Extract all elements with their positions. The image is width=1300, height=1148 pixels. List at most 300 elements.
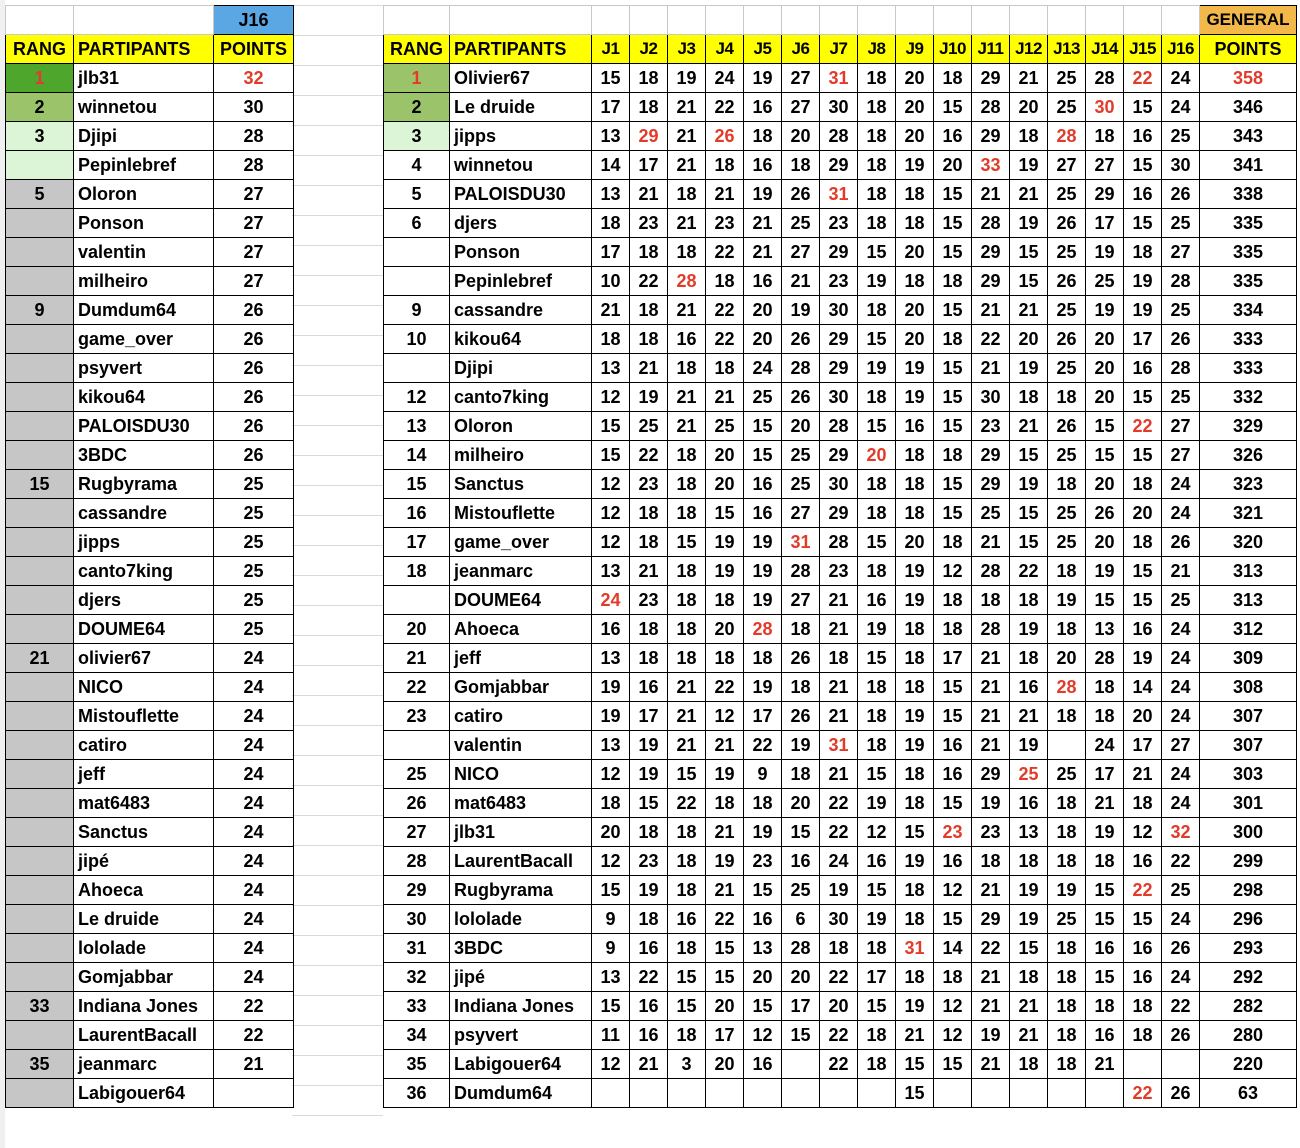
score-cell: 19 — [744, 586, 782, 615]
day-header-j5: J5 — [744, 35, 782, 64]
score-cell: 18 — [668, 876, 706, 905]
score-cell: 21 — [630, 180, 668, 209]
empty-cell — [1124, 6, 1162, 35]
score-cell: 21 — [706, 876, 744, 905]
score-cell: 18 — [858, 499, 896, 528]
score-cell: 12 — [744, 1021, 782, 1050]
score-cell: 18 — [744, 644, 782, 673]
rank-cell — [6, 760, 74, 789]
rank-cell — [6, 1079, 74, 1108]
score-cell: 18 — [1010, 963, 1048, 992]
score-cell: 26 — [782, 644, 820, 673]
score-cell: 12 — [706, 702, 744, 731]
score-cell — [972, 1079, 1010, 1108]
total-points-cell: 332 — [1200, 383, 1297, 412]
table-row — [384, 64, 1297, 93]
score-cell: 16 — [1124, 180, 1162, 209]
score-cell: 18 — [858, 673, 896, 702]
rank-cell — [6, 267, 74, 296]
score-cell: 20 — [858, 441, 896, 470]
day-header-j6: J6 — [782, 35, 820, 64]
total-points-cell: 63 — [1200, 1079, 1297, 1108]
score-cell: 18 — [1048, 992, 1086, 1021]
score-cell: 23 — [820, 267, 858, 296]
score-cell: 16 — [630, 934, 668, 963]
points-cell: 26 — [214, 412, 294, 441]
score-cell: 27 — [1162, 238, 1200, 267]
score-cell: 27 — [1162, 412, 1200, 441]
score-cell: 21 — [972, 963, 1010, 992]
score-cell: 18 — [630, 905, 668, 934]
score-cell: 21 — [972, 673, 1010, 702]
table-row — [384, 180, 1297, 209]
score-cell: 24 — [1162, 673, 1200, 702]
points-cell: 24 — [214, 905, 294, 934]
score-cell: 18 — [668, 557, 706, 586]
score-cell: 31 — [782, 528, 820, 557]
score-cell: 18 — [782, 760, 820, 789]
score-cell: 18 — [858, 702, 896, 731]
points-cell: 28 — [214, 122, 294, 151]
score-cell: 18 — [668, 1021, 706, 1050]
score-cell: 19 — [782, 731, 820, 760]
score-cell: 21 — [668, 93, 706, 122]
score-cell: 21 — [592, 296, 630, 325]
table-row — [384, 499, 1297, 528]
table-row — [6, 905, 294, 934]
score-cell: 25 — [706, 412, 744, 441]
right-column-header-row — [384, 35, 1297, 64]
points-cell: 26 — [214, 296, 294, 325]
table-row — [6, 238, 294, 267]
score-cell: 21 — [706, 818, 744, 847]
score-cell: 25 — [782, 209, 820, 238]
table-row — [384, 238, 1297, 267]
score-cell: 21 — [820, 702, 858, 731]
rank-cell: 21 — [6, 644, 74, 673]
participant-name: catiro — [450, 702, 592, 731]
table-row — [384, 644, 1297, 673]
score-cell: 23 — [744, 847, 782, 876]
score-cell: 25 — [744, 383, 782, 412]
participant-name: psyvert — [450, 1021, 592, 1050]
score-cell: 15 — [896, 818, 934, 847]
score-cell: 18 — [896, 905, 934, 934]
score-cell: 16 — [1086, 934, 1124, 963]
empty-cell — [1086, 6, 1124, 35]
score-cell: 21 — [744, 238, 782, 267]
rank-cell: 13 — [384, 412, 450, 441]
table-row — [6, 93, 294, 122]
points-cell: 24 — [214, 818, 294, 847]
rank-cell: 15 — [384, 470, 450, 499]
day-header-j16: J16 — [1162, 35, 1200, 64]
score-cell: 21 — [706, 180, 744, 209]
score-cell: 15 — [668, 963, 706, 992]
points-cell: 24 — [214, 702, 294, 731]
score-cell: 13 — [592, 731, 630, 760]
score-cell: 15 — [934, 238, 972, 267]
rank-cell — [6, 876, 74, 905]
empty-cell — [744, 6, 782, 35]
score-cell: 15 — [1086, 441, 1124, 470]
score-cell: 22 — [820, 1021, 858, 1050]
score-cell: 20 — [592, 818, 630, 847]
rank-cell: 32 — [384, 963, 450, 992]
day-header-j2: J2 — [630, 35, 668, 64]
score-cell: 15 — [592, 992, 630, 1021]
table-row — [6, 789, 294, 818]
score-cell: 19 — [1010, 354, 1048, 383]
participant-name: djers — [74, 586, 214, 615]
score-cell — [782, 1079, 820, 1108]
score-cell: 19 — [1124, 644, 1162, 673]
score-cell: 15 — [1124, 209, 1162, 238]
score-cell: 18 — [1124, 238, 1162, 267]
rank-cell: 29 — [384, 876, 450, 905]
rank-cell — [6, 412, 74, 441]
table-row — [384, 731, 1297, 760]
score-cell — [1086, 1079, 1124, 1108]
rank-cell — [6, 557, 74, 586]
score-cell: 15 — [858, 238, 896, 267]
score-cell: 21 — [782, 267, 820, 296]
points-cell — [214, 1079, 294, 1108]
points-cell: 28 — [214, 151, 294, 180]
rank-cell: 9 — [6, 296, 74, 325]
score-cell: 18 — [858, 470, 896, 499]
j16-header: J16 — [214, 6, 294, 35]
score-cell: 21 — [744, 209, 782, 238]
score-cell: 25 — [1048, 905, 1086, 934]
total-points-cell: 309 — [1200, 644, 1297, 673]
score-cell: 18 — [1010, 847, 1048, 876]
participant-name: jipps — [74, 528, 214, 557]
score-cell: 25 — [1048, 441, 1086, 470]
participant-name: cassandre — [74, 499, 214, 528]
table-row — [384, 122, 1297, 151]
score-cell: 24 — [1162, 789, 1200, 818]
rank-cell: 14 — [384, 441, 450, 470]
rank-cell: 15 — [6, 470, 74, 499]
score-cell: 16 — [934, 760, 972, 789]
score-cell: 16 — [1086, 1021, 1124, 1050]
score-cell: 31 — [820, 731, 858, 760]
score-cell: 9 — [592, 905, 630, 934]
total-points-cell: 298 — [1200, 876, 1297, 905]
participant-name: jeff — [74, 760, 214, 789]
score-cell: 15 — [592, 876, 630, 905]
score-cell: 26 — [1048, 325, 1086, 354]
score-cell: 18 — [1048, 847, 1086, 876]
points-cell: 25 — [214, 528, 294, 557]
score-cell: 19 — [1086, 238, 1124, 267]
empty-cell — [820, 6, 858, 35]
table-row — [6, 1050, 294, 1079]
score-cell: 23 — [972, 818, 1010, 847]
score-cell: 14 — [1124, 673, 1162, 702]
day-header-j8: J8 — [858, 35, 896, 64]
score-cell: 22 — [972, 325, 1010, 354]
score-cell: 25 — [1048, 760, 1086, 789]
score-cell: 16 — [896, 412, 934, 441]
score-cell: 15 — [744, 992, 782, 1021]
score-cell: 19 — [744, 557, 782, 586]
participant-name: milheiro — [450, 441, 592, 470]
score-cell: 24 — [1162, 470, 1200, 499]
score-cell: 18 — [630, 325, 668, 354]
points-cell: 24 — [214, 876, 294, 905]
points-cell: 30 — [214, 93, 294, 122]
score-cell: 19 — [896, 151, 934, 180]
rank-cell: 1 — [6, 64, 74, 93]
participant-name: Sanctus — [450, 470, 592, 499]
participant-name: Le druide — [450, 93, 592, 122]
score-cell: 18 — [744, 122, 782, 151]
score-cell: 21 — [668, 412, 706, 441]
score-cell: 20 — [744, 325, 782, 354]
score-cell: 31 — [896, 934, 934, 963]
score-cell: 19 — [1010, 905, 1048, 934]
participant-name: djers — [450, 209, 592, 238]
score-cell: 18 — [1010, 586, 1048, 615]
score-cell: 18 — [1124, 789, 1162, 818]
score-cell: 25 — [1162, 586, 1200, 615]
score-cell: 15 — [934, 383, 972, 412]
score-cell: 30 — [820, 296, 858, 325]
rank-header: RANG — [6, 35, 74, 64]
score-cell: 21 — [972, 644, 1010, 673]
table-row — [6, 267, 294, 296]
score-cell: 21 — [820, 760, 858, 789]
score-cell: 29 — [820, 354, 858, 383]
score-cell: 18 — [782, 615, 820, 644]
points-cell: 27 — [214, 238, 294, 267]
participant-name: PALOISDU30 — [74, 412, 214, 441]
total-points-cell: 321 — [1200, 499, 1297, 528]
rank-cell — [384, 267, 450, 296]
participant-name: Oloron — [74, 180, 214, 209]
score-cell: 18 — [668, 499, 706, 528]
score-cell: 22 — [630, 267, 668, 296]
score-cell: 18 — [782, 673, 820, 702]
score-cell: 15 — [934, 296, 972, 325]
score-cell: 16 — [1124, 847, 1162, 876]
score-cell: 16 — [744, 93, 782, 122]
participant-name: psyvert — [74, 354, 214, 383]
score-cell: 21 — [668, 122, 706, 151]
points-cell: 24 — [214, 644, 294, 673]
score-cell: 16 — [1124, 963, 1162, 992]
score-cell: 22 — [706, 905, 744, 934]
score-cell: 17 — [858, 963, 896, 992]
rank-cell: 10 — [384, 325, 450, 354]
score-cell — [1162, 1050, 1200, 1079]
score-cell: 13 — [592, 963, 630, 992]
score-cell: 29 — [972, 760, 1010, 789]
score-cell — [668, 1079, 706, 1108]
rank-cell: 3 — [384, 122, 450, 151]
score-cell: 28 — [1086, 64, 1124, 93]
points-cell: 27 — [214, 209, 294, 238]
score-cell: 21 — [1010, 992, 1048, 1021]
score-cell: 23 — [630, 847, 668, 876]
total-points-header: POINTS — [1200, 35, 1297, 64]
participant-name: DOUME64 — [450, 586, 592, 615]
score-cell: 18 — [706, 354, 744, 383]
score-cell: 25 — [1048, 499, 1086, 528]
score-cell: 18 — [934, 615, 972, 644]
rank-cell: 4 — [384, 151, 450, 180]
total-points-cell: 341 — [1200, 151, 1297, 180]
score-cell: 19 — [668, 64, 706, 93]
table-row — [384, 325, 1297, 354]
score-cell: 28 — [1086, 644, 1124, 673]
score-cell: 25 — [1162, 296, 1200, 325]
score-cell: 28 — [820, 122, 858, 151]
score-cell — [744, 1079, 782, 1108]
score-cell — [858, 1079, 896, 1108]
score-cell: 13 — [592, 180, 630, 209]
participant-name: winnetou — [450, 151, 592, 180]
participant-name: Djipi — [450, 354, 592, 383]
score-cell: 30 — [820, 383, 858, 412]
day-header-j4: J4 — [706, 35, 744, 64]
rank-cell: 2 — [384, 93, 450, 122]
score-cell: 25 — [1162, 122, 1200, 151]
score-cell: 19 — [1124, 267, 1162, 296]
day-header-j3: J3 — [668, 35, 706, 64]
score-cell: 15 — [1086, 963, 1124, 992]
score-cell: 20 — [782, 412, 820, 441]
score-cell: 15 — [934, 354, 972, 383]
score-cell: 18 — [934, 441, 972, 470]
score-cell: 17 — [592, 93, 630, 122]
day-header-j7: J7 — [820, 35, 858, 64]
participant-name: jeanmarc — [450, 557, 592, 586]
score-cell: 19 — [706, 760, 744, 789]
score-cell: 19 — [858, 789, 896, 818]
score-cell: 18 — [706, 151, 744, 180]
participant-name: valentin — [74, 238, 214, 267]
day-header-j1: J1 — [592, 35, 630, 64]
score-cell: 15 — [934, 702, 972, 731]
score-cell: 17 — [744, 702, 782, 731]
rank-cell — [6, 963, 74, 992]
score-cell: 22 — [820, 818, 858, 847]
score-cell: 21 — [820, 586, 858, 615]
score-cell: 12 — [934, 876, 972, 905]
score-cell: 22 — [706, 93, 744, 122]
points-cell: 24 — [214, 673, 294, 702]
score-cell: 19 — [1010, 876, 1048, 905]
score-cell: 15 — [896, 1079, 934, 1108]
score-cell: 15 — [706, 499, 744, 528]
participant-name: jeff — [450, 644, 592, 673]
score-cell: 18 — [1010, 122, 1048, 151]
points-cell: 26 — [214, 325, 294, 354]
empty-cell — [74, 6, 214, 35]
score-cell: 22 — [1162, 992, 1200, 1021]
score-cell: 16 — [668, 905, 706, 934]
participant-name: NICO — [74, 673, 214, 702]
score-cell: 27 — [782, 64, 820, 93]
score-cell: 17 — [592, 238, 630, 267]
total-points-cell: 329 — [1200, 412, 1297, 441]
total-points-cell: 312 — [1200, 615, 1297, 644]
score-cell: 12 — [592, 499, 630, 528]
score-cell: 23 — [706, 209, 744, 238]
table-row — [6, 673, 294, 702]
score-cell: 13 — [592, 557, 630, 586]
score-cell: 18 — [668, 818, 706, 847]
table-row — [6, 847, 294, 876]
score-cell: 15 — [782, 818, 820, 847]
score-cell — [1048, 1079, 1086, 1108]
score-cell: 18 — [744, 789, 782, 818]
points-cell: 25 — [214, 499, 294, 528]
score-cell: 19 — [896, 702, 934, 731]
score-cell: 18 — [1048, 789, 1086, 818]
score-cell: 21 — [820, 615, 858, 644]
empty-cell — [858, 6, 896, 35]
table-row — [384, 528, 1297, 557]
score-cell: 18 — [896, 760, 934, 789]
score-cell: 15 — [1086, 586, 1124, 615]
table-row — [6, 325, 294, 354]
rank-cell: 33 — [6, 992, 74, 1021]
score-cell: 25 — [782, 441, 820, 470]
score-cell: 22 — [1124, 412, 1162, 441]
score-cell: 19 — [1048, 876, 1086, 905]
total-points-cell: 280 — [1200, 1021, 1297, 1050]
score-cell: 16 — [934, 731, 972, 760]
score-cell: 18 — [858, 296, 896, 325]
score-cell: 28 — [1048, 122, 1086, 151]
score-cell: 18 — [1010, 644, 1048, 673]
score-cell: 23 — [820, 209, 858, 238]
table-row — [384, 151, 1297, 180]
table-row — [384, 354, 1297, 383]
score-cell: 26 — [1162, 1079, 1200, 1108]
table-row — [6, 470, 294, 499]
score-cell: 20 — [896, 64, 934, 93]
score-cell: 19 — [896, 354, 934, 383]
score-cell: 25 — [1162, 876, 1200, 905]
score-cell: 29 — [820, 151, 858, 180]
table-row — [6, 383, 294, 412]
score-cell: 19 — [744, 673, 782, 702]
score-cell: 18 — [896, 789, 934, 818]
score-cell: 15 — [1124, 93, 1162, 122]
total-points-cell: 307 — [1200, 731, 1297, 760]
score-cell: 12 — [592, 528, 630, 557]
score-cell: 18 — [1048, 470, 1086, 499]
score-cell: 20 — [782, 963, 820, 992]
participant-name: jlb31 — [450, 818, 592, 847]
score-cell: 22 — [706, 296, 744, 325]
score-cell: 27 — [782, 93, 820, 122]
score-cell: 15 — [782, 1021, 820, 1050]
rank-cell — [384, 238, 450, 267]
score-cell: 29 — [820, 499, 858, 528]
score-cell: 29 — [972, 64, 1010, 93]
score-cell: 20 — [744, 963, 782, 992]
empty-cell — [972, 6, 1010, 35]
participant-name: LaurentBacall — [74, 1021, 214, 1050]
table-row — [6, 760, 294, 789]
rank-cell — [6, 151, 74, 180]
